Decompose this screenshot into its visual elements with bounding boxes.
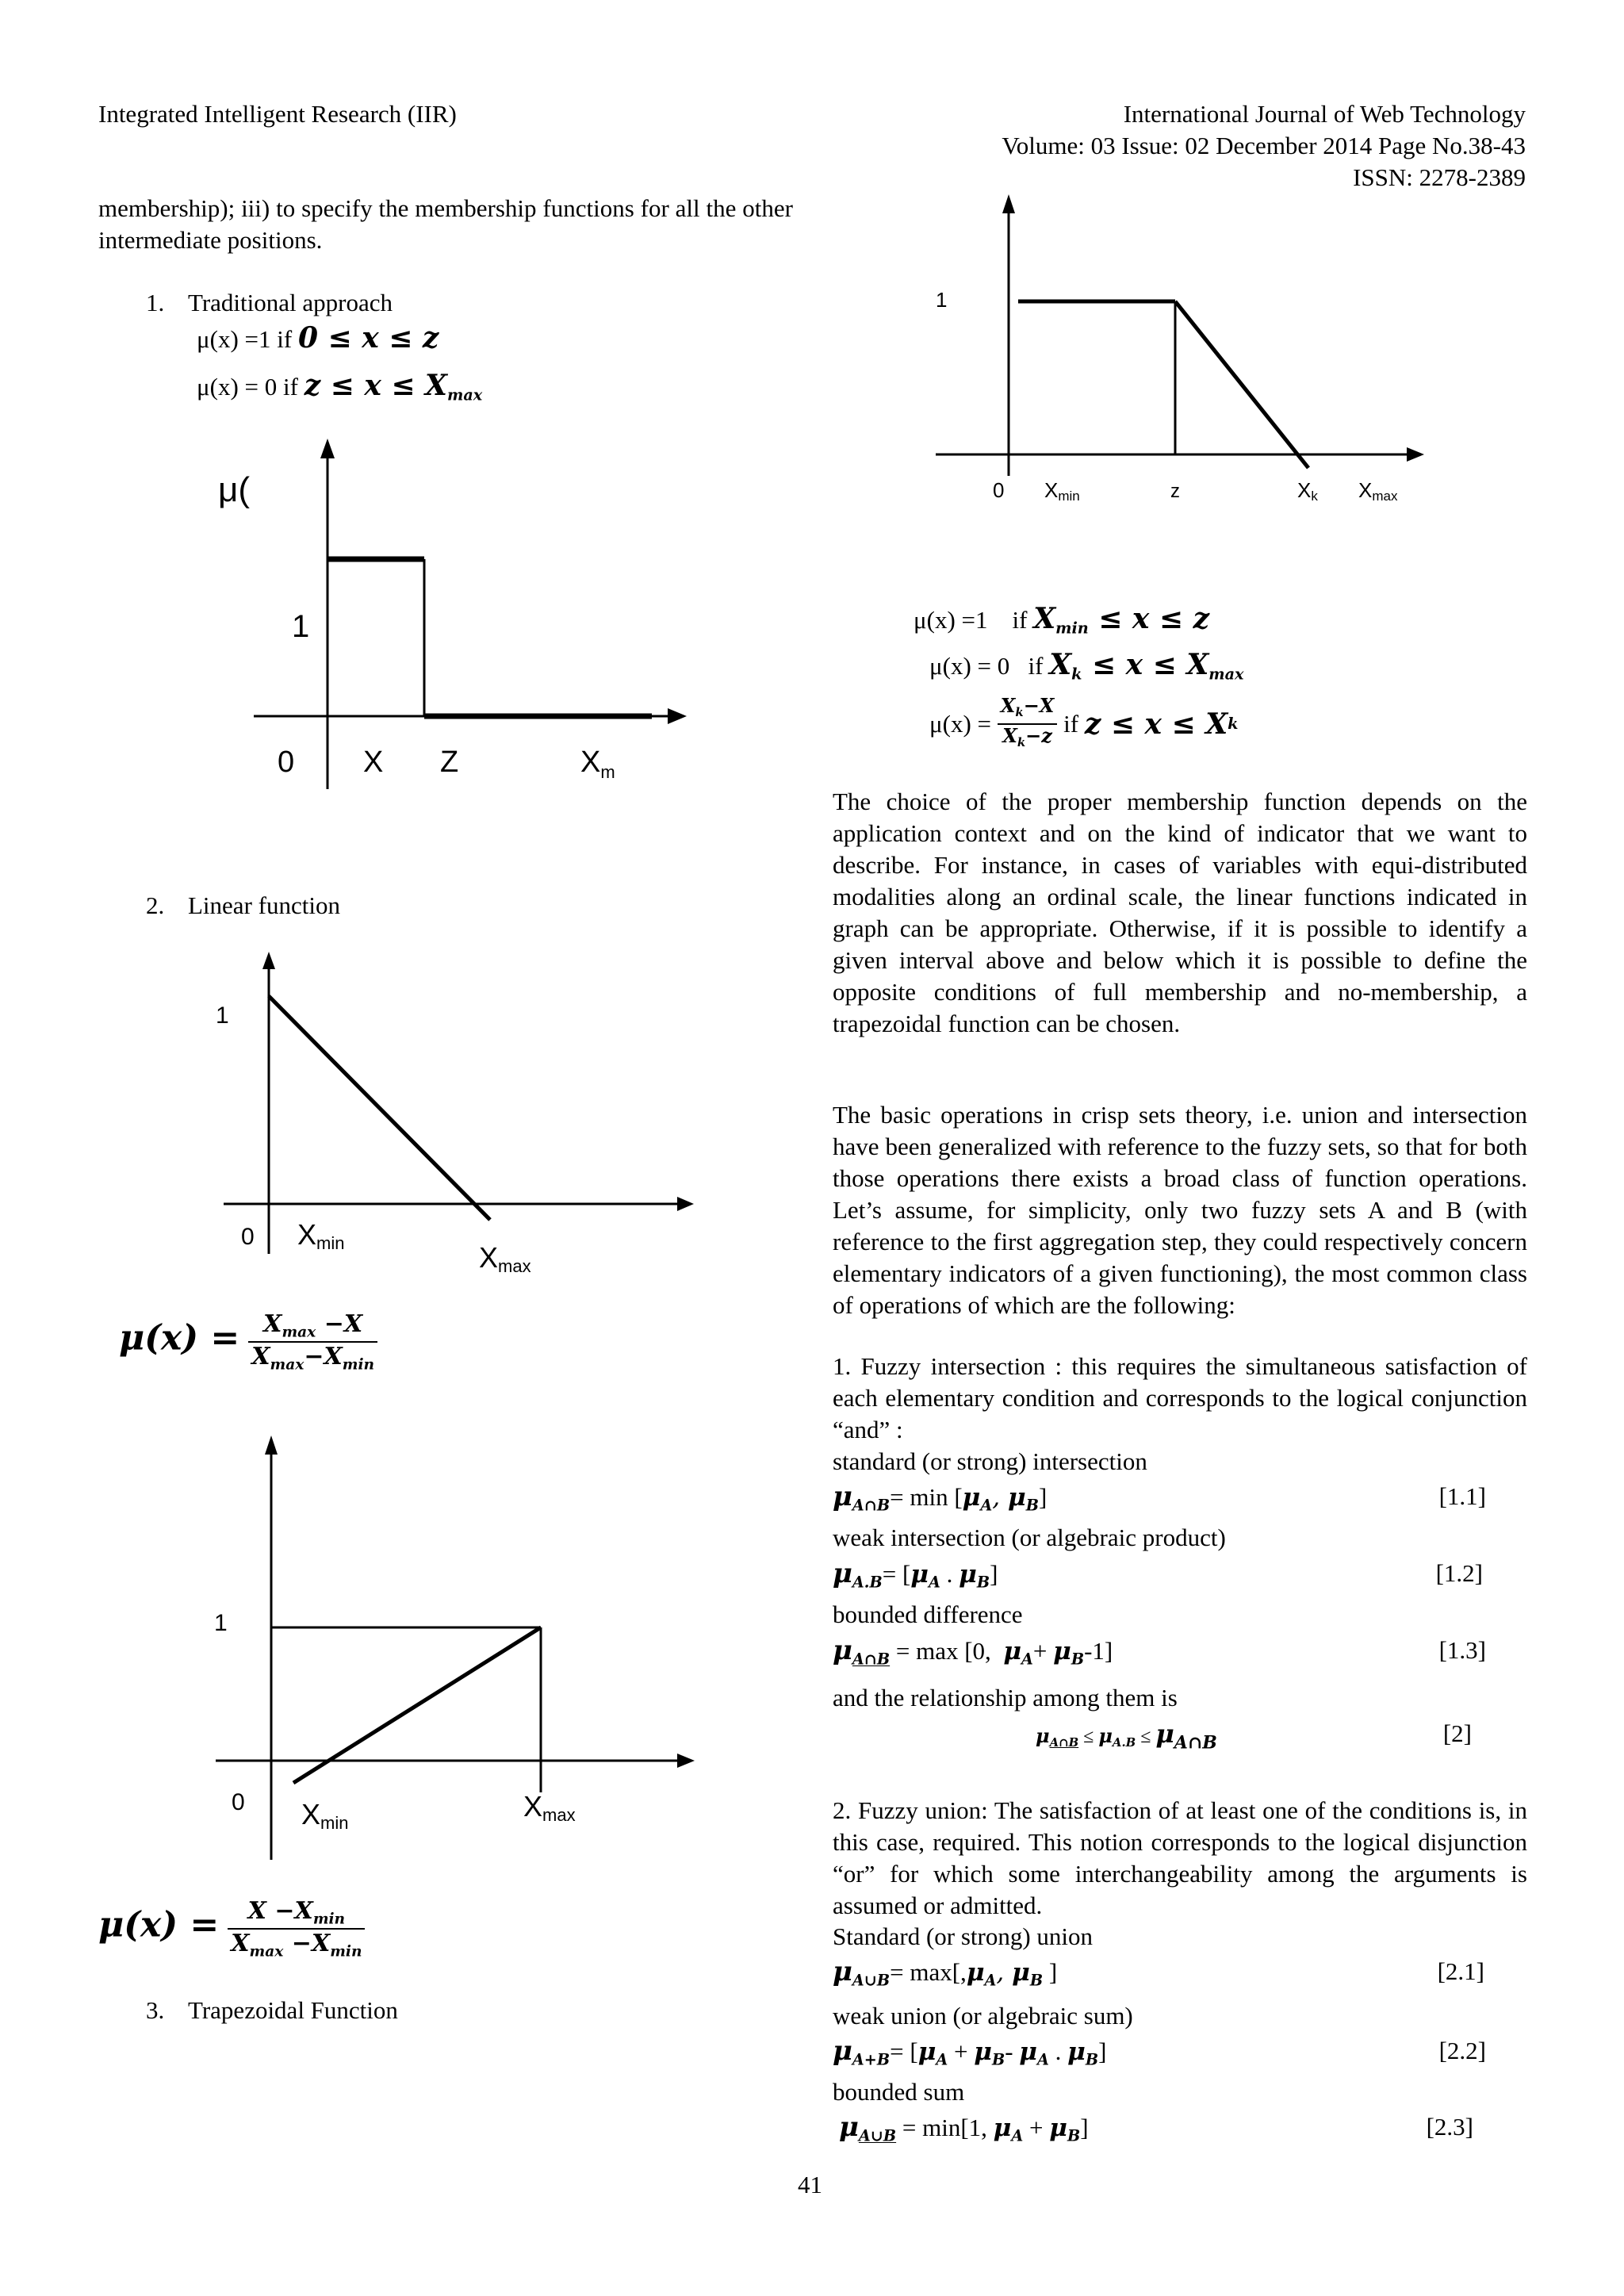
tick-zero: 0 — [993, 478, 1005, 502]
header-volume-issue: Volume: 03 Issue: 02 December 2014 Page No.38-43 — [1002, 132, 1526, 159]
intro-paragraph: membership); iii) to specify the membership functions for all the other intermediate positions. — [98, 194, 793, 254]
page-number: 41 — [798, 2171, 822, 2198]
item-number: 3. — [146, 1996, 165, 2024]
tick-xmax: Xmax — [479, 1241, 531, 1276]
equation-number: [1.3] — [1438, 1636, 1486, 1664]
traditional-condition-1: μ(x) =1 if 0 ≤ x ≤ z — [197, 321, 439, 355]
tick-z: Z — [440, 746, 459, 779]
membership-decline — [1175, 301, 1308, 468]
tick-one: 1 — [216, 1002, 229, 1029]
graph-linear-decreasing — [206, 942, 714, 1283]
trapezoidal-condition-1: μ(x) =1 if $X_{min} \le x \le z$ — [914, 602, 1210, 638]
equation-2-3: $\mu_{A\cup B} = \min[1$, $\mu_A + \mu_B$] [2.3] — [839, 2111, 1473, 2145]
y-axis-label: μ( — [218, 470, 251, 509]
paragraph-basic-operations: The basic operations in crisp sets theory, i.e. union and intersection have been generalized with reference to the fuzzy sets, so that for both those operations there exists a broad class of function operations. Let’s assume, for simplicity, only two fuzzy sets A and B (with reference to the first aggregation step, they could respectively concern elementary indicators of a given functioning), the most common class of operations of which are the following: — [833, 1101, 1527, 1319]
paragraph-fuzzy-union: 2. Fuzzy union: The satisfaction of at least one of the conditions is, in this case, required. This notion corresponds to the logical disjunction “or” for which some interchangeability among the arguments is assumed or admitted. — [833, 1796, 1527, 1919]
item-number: 1. — [146, 289, 165, 316]
header-issn: ISSN: 2278-2389 — [1353, 163, 1526, 191]
tick-xm: $X_m$ — [580, 746, 615, 782]
header-journal-left: Integrated Intelligent Research (IIR) — [98, 100, 457, 128]
formula-linear-decreasing: μ(x) = $\frac{X_{max} -X}{X_{max}-X_{min}}$ — [119, 1310, 377, 1373]
equation-1-3: $\mu_{A\cap B} = \max [0$, $\mu_A+ \mu_B-1$] [1.3] — [833, 1635, 1486, 1669]
label-standard-union: Standard (or strong) union — [833, 1922, 1094, 1950]
equation-number: [2.3] — [1426, 2113, 1473, 2141]
equation-number: [1.2] — [1435, 1559, 1483, 1587]
equation-2-2: $\mu_{A+B}= [\mu_A + \mu_B-$ $\mu_A$ . $\mu_B$] [2.2] — [833, 2035, 1486, 2069]
membership-line — [269, 996, 490, 1220]
tick-zero: 0 — [241, 1224, 255, 1250]
item-trapezoidal-function — [146, 1995, 398, 2026]
tick-x: X — [363, 746, 384, 779]
equation-number: [2] — [1442, 1719, 1472, 1747]
label-weak-intersection: weak intersection (or algebraic product) — [833, 1524, 1226, 1551]
tick-xmin: Xmin — [301, 1798, 349, 1833]
item-traditional-approach — [146, 287, 393, 319]
tick-zero: 0 — [278, 746, 295, 779]
item-title: Trapezoidal Function — [188, 1996, 398, 2024]
formula-linear-increasing: μ(x) = $\frac{X -X_{min}}{X_{max} -X_{min}}$ — [98, 1897, 365, 1960]
item-number: 2. — [146, 891, 165, 919]
equation-2-1: $\mu_{A\cup B}= \max[,\mu_A$, $\mu_B$ ] [2.1] — [833, 1956, 1484, 1990]
graph-trapezoidal — [920, 186, 1427, 512]
label-weak-union: weak union (or algebraic sum) — [833, 2002, 1133, 2030]
item-title: Traditional approach — [188, 289, 393, 316]
graph-traditional-step — [198, 428, 706, 801]
label-bounded-difference: bounded difference — [833, 1600, 1023, 1628]
tick-one: 1 — [292, 609, 310, 644]
equation-number: [2.2] — [1438, 2037, 1486, 2064]
paragraph-fuzzy-intersection: 1. Fuzzy intersection : this requires the simultaneous satisfaction of each elementary condition and corresponds to the logical conjunction “and” : — [833, 1352, 1527, 1443]
tick-one: 1 — [214, 1610, 228, 1636]
tick-xk: Xk — [1297, 478, 1318, 504]
tick-one: 1 — [936, 288, 948, 312]
equation-1-1: $\mu_{A\cap B}= \min [\mu_A$, $\mu_B$] [1.1] — [833, 1481, 1486, 1515]
equation-1-2: $\mu_{A.B}= [\mu_A$ . $\mu_B$] [1.2] — [833, 1558, 1483, 1592]
equation-number: [2.1] — [1437, 1957, 1484, 1985]
item-title: Linear function — [188, 891, 340, 919]
tick-z: z — [1170, 481, 1180, 502]
tick-xmin: Xmin — [297, 1218, 345, 1253]
traditional-condition-2: μ(x) = 0 if $z \le x \le X_{max}$ — [197, 369, 483, 404]
paragraph-choice-membership: The choice of the proper membership function depends on the application context and on the kind of indicator that we want to describe. For instance, in cases of variables with equi-distributed modalities along an ordinal scale, the linear functions indicated in graph can be appropriate. Otherwise, if it is possible to identify a given interval above and below which it is possible to define the opposite conditions of full membership and no-membership, a trapezoidal function can be chosen. — [833, 788, 1527, 1037]
header-journal-right — [1002, 98, 1526, 194]
tick-xmax: Xmax — [523, 1790, 576, 1825]
x-axis-arrow — [1407, 447, 1424, 462]
equation-number: [1.1] — [1438, 1482, 1486, 1510]
x-axis-arrow — [677, 1754, 695, 1768]
graph-linear-increasing — [206, 1428, 714, 1872]
trapezoidal-condition-2: μ(x) = 0 if $X_k \le x \le X_{max}$ — [929, 648, 1244, 684]
item-linear-function — [146, 890, 340, 922]
tick-zero: 0 — [232, 1789, 245, 1815]
header-journal-title: International Journal of Web Technology — [1123, 100, 1526, 128]
label-relationship: and the relationship among them is — [833, 1684, 1178, 1711]
label-standard-intersection: standard (or strong) intersection — [833, 1447, 1147, 1475]
label-bounded-sum: bounded sum — [833, 2078, 965, 2106]
x-axis-arrow — [668, 708, 687, 724]
tick-xmax: Xmax — [1358, 478, 1398, 504]
trapezoidal-condition-3: μ(x) = $\frac{X_k-X}{X_k-z}$ if z ≤ x ≤ X k — [929, 694, 1239, 750]
x-axis-arrow — [677, 1197, 694, 1211]
tick-xmin: Xmin — [1044, 478, 1080, 504]
